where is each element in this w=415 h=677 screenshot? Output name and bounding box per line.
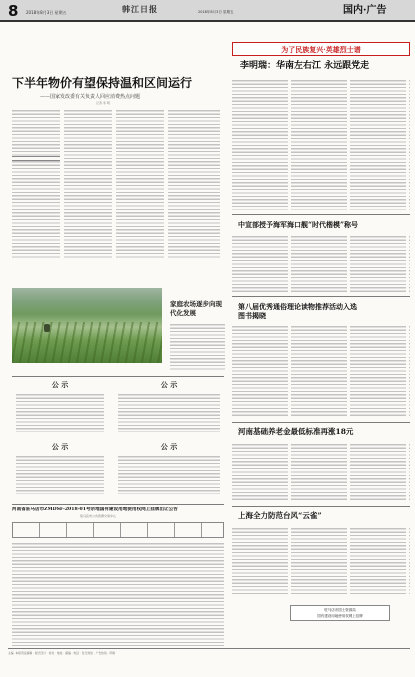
subhead-bar <box>12 156 60 161</box>
hero-article-body <box>232 78 410 210</box>
article2-body <box>232 234 410 292</box>
page-number: 8 <box>8 2 19 20</box>
article3-title: 第八届优秀通俗理论读物推荐活动入选图书揭晓 <box>238 302 357 320</box>
small-ad-line1: 驻马店市国土资源局 <box>324 608 356 612</box>
small-ad-box <box>290 605 390 621</box>
land-notice-title: 河南省驻马店市ZMDSF-2018-01号宗地国有建设用地使用权网上挂牌出让公告 <box>12 507 178 512</box>
right-divider-2 <box>232 296 410 297</box>
notice-box-1 <box>12 378 108 438</box>
right-date: 2018年8月3日 星期五 <box>198 10 234 14</box>
body-column-4 <box>168 108 220 260</box>
photo-field-rows <box>12 322 162 363</box>
notice-divider <box>12 376 224 377</box>
notice-body <box>16 392 104 432</box>
notice-title: 公 示 <box>51 442 69 451</box>
main-subtitle: ——国家发改委有关负责人回应消费热点问题 <box>40 94 141 100</box>
right-divider-3 <box>232 422 410 423</box>
photo-caption-body <box>170 322 225 370</box>
notice-body <box>16 454 104 494</box>
body-column-3 <box>116 108 164 260</box>
article2-title: 中宣部授予海军海口舰“时代楷模”称号 <box>238 220 359 229</box>
article5-title: 上海全力防范台风“云雀” <box>238 511 322 520</box>
body-column-2 <box>64 108 112 260</box>
main-byline: 记者 李 明 <box>96 101 110 105</box>
article4-title: 河南基础养老金最低标准再涨18元 <box>238 427 354 436</box>
land-notice-subtitle: 驻马店市公共资源交易中心 <box>80 514 117 518</box>
land-notice-divider <box>12 504 224 505</box>
article4-body <box>232 442 410 502</box>
hero-article-title: 李明瑞：华南左右江 永远跟党走 <box>240 61 370 71</box>
farm-photo <box>12 288 162 363</box>
article5-body <box>232 526 410 596</box>
footer-rule <box>8 648 410 649</box>
notice-title: 公 示 <box>51 380 69 389</box>
land-notice-table <box>12 522 224 538</box>
hero-banner <box>232 42 410 56</box>
notice-box-3 <box>114 378 224 438</box>
notice-title: 公 示 <box>160 380 178 389</box>
paper-name: 韩江日报 <box>122 4 158 14</box>
footer-text: 主编 ·本版责任编辑 · 版式设计 · 校对 · 地址 · 邮编 · 电话 · 发行热线 · 广告热线 · 印刷 <box>8 651 116 655</box>
section-title: 国内·广告 <box>343 5 387 16</box>
article3-body <box>232 324 410 418</box>
main-article-body <box>12 108 220 260</box>
right-divider-4 <box>232 506 410 507</box>
right-divider-1 <box>232 214 410 215</box>
notice-box-2 <box>12 440 108 500</box>
main-headline: 下半年物价有望保持温和区间运行 <box>12 76 193 90</box>
notice-title: 公 示 <box>160 442 178 451</box>
land-notice-body <box>12 541 224 646</box>
body-column-1 <box>12 108 60 260</box>
hero-banner-text: 为了民族复兴·英雄烈士谱 <box>281 45 361 54</box>
notice-body <box>118 454 220 494</box>
small-ad-line2: 国有建设用地使用权网上挂牌 <box>317 614 363 618</box>
photo-figure <box>44 324 50 332</box>
notice-box-4 <box>114 440 224 500</box>
notice-body <box>118 392 220 432</box>
date-line: 2018年8月3日 星期五 <box>26 10 67 15</box>
photo-caption-title: 家庭农场逐步向现代化发展 <box>170 300 222 317</box>
